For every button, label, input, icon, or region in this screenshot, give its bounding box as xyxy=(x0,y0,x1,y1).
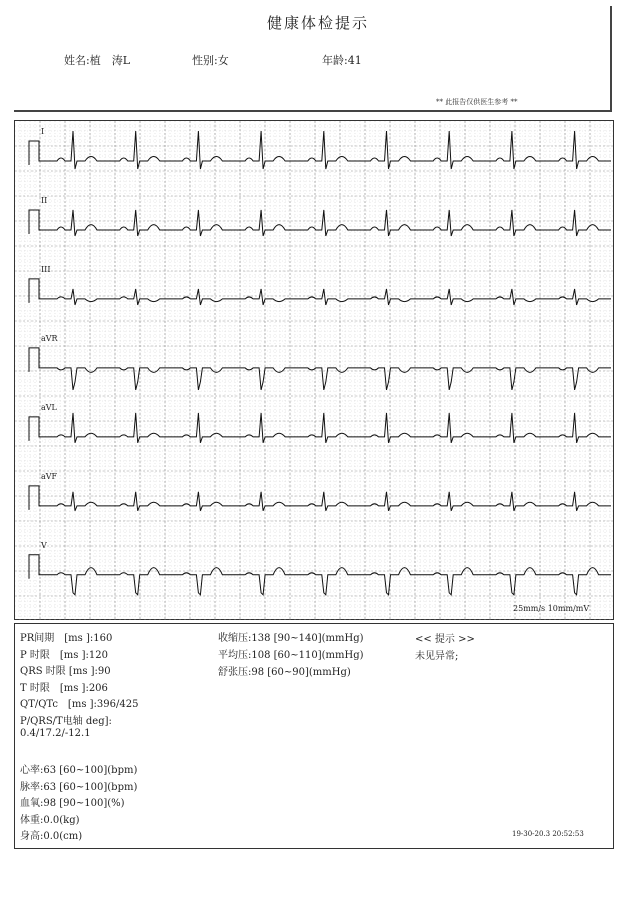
ecg-trace-avr xyxy=(29,348,611,390)
ecg-trace-avf xyxy=(29,486,611,511)
lead-label: II xyxy=(41,195,48,205)
lead-label: V xyxy=(41,540,47,550)
measurement-line: 体重:0.0(kg) xyxy=(20,814,80,826)
measurement-line: 血氧:98 [90~100](%) xyxy=(20,798,125,809)
patient-name: 姓名:植 涛L xyxy=(64,54,131,67)
ecg-chart xyxy=(14,120,614,620)
reference-note: ** 此报告仅供医生参考 ** xyxy=(436,98,518,106)
ecg-scale-label: 25mm/s 10mm/mV xyxy=(513,604,590,613)
measurement-line: PR间期 [ms ]:160 xyxy=(20,633,113,644)
lead-label: III xyxy=(41,264,51,274)
timestamp: 19-30-20.3 20:52:53 xyxy=(512,830,584,838)
bp-line: 平均压:108 [60~110](mmHg) xyxy=(218,650,364,661)
measurement-line: P/QRS/T电轴 deg]: xyxy=(20,715,112,727)
measurement-line: 心率:63 [60~100](bpm) xyxy=(20,765,138,776)
lead-label: aVF xyxy=(41,471,58,481)
measurement-line: 身高:0.0(cm) xyxy=(20,831,83,842)
lead-label: aVL xyxy=(41,402,57,412)
patient-age: 年龄:41 xyxy=(322,54,362,67)
tip-title: << 提示 >> xyxy=(415,634,475,645)
measurement-line: P 时限 [ms ]:120 xyxy=(20,649,108,661)
measurement-line: 0.4/17.2/-12.1 xyxy=(20,728,91,739)
page-title: 健康体检提示 xyxy=(266,14,369,32)
measurement-line: T 时限 [ms ]:206 xyxy=(20,682,108,694)
ecg-grid xyxy=(15,121,615,621)
measurement-line: QT/QTc [ms ]:396/425 xyxy=(20,699,139,710)
ecg-trace-v xyxy=(29,555,611,595)
tip-text: 未见异常; xyxy=(415,651,459,662)
patient-sex: 性别:女 xyxy=(192,54,229,67)
measurement-line: QRS 时限 [ms ]:90 xyxy=(20,666,111,677)
measurement-line: 脉率:63 [60~100](bpm) xyxy=(20,781,138,793)
bp-line: 收缩压:138 [90~140](mmHg) xyxy=(218,633,364,644)
lead-label: aVR xyxy=(41,333,58,343)
bp-line: 舒张压:98 [60~90](mmHg) xyxy=(218,667,351,678)
lead-label: I xyxy=(41,127,45,136)
